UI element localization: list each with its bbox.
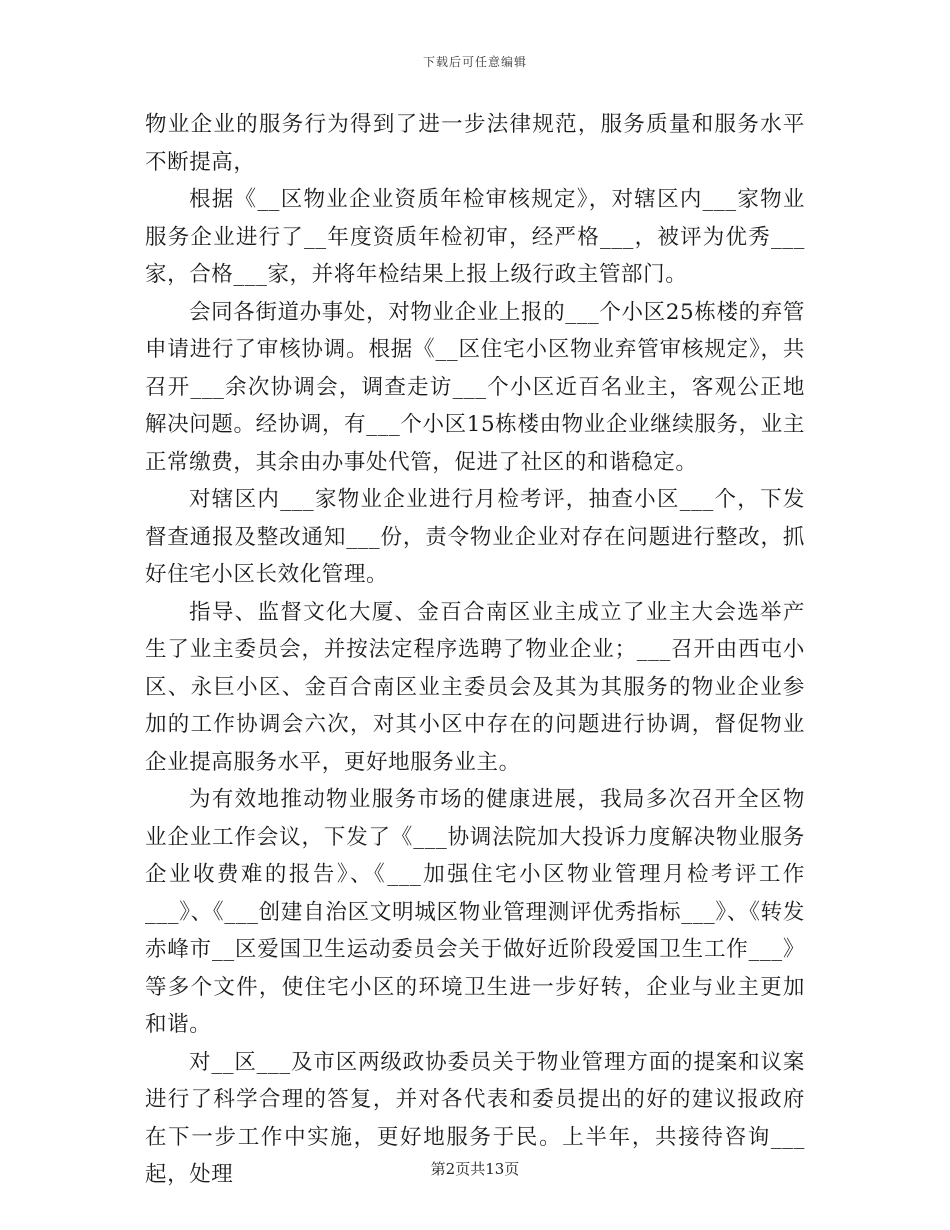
paragraph-1: 物业企业的服务行为得到了进一步法律规范，服务质量和服务水平不断提高， bbox=[145, 112, 805, 175]
paragraph-3: 会同各街道办事处，对物业企业上报的___个小区25栋楼的弃管申请进行了审核协调。根据《__区住宅小区物业弃管审核规定》，共召开___余次协调会，调查走访___个小区近百名业主，客观公正地解决问题。经协调，有___个小区15栋楼由物业企业继续服务，业主正常缴费，其余由办事处代管，促进了社区的和谐稳定。 bbox=[145, 299, 805, 475]
paragraph-7: 对__区___及市区两级政协委员关于物业管理方面的提案和议案进行了科学合理的答复，并对各代表和委员提出的好的建议报政府在下一步工作中实施，更好地服务于民。上半年，共接待咨询___起，处理 bbox=[145, 1049, 805, 1187]
page-header: 下载后可任意编辑 bbox=[422, 55, 527, 69]
paragraph-4: 对辖区内___家物业企业进行月检考评，抽查小区___个，下发督查通报及整改通知___份，责令物业企业对存在问题进行整改，抓好住宅小区长效化管理。 bbox=[145, 487, 805, 587]
paragraph-6: 为有效地推动物业服务市场的健康进展，我局多次召开全区物业企业工作会议，下发了《___协调法院加大投诉力度解决物业服务企业收费难的报告》、《___加强住宅小区物业管理月检考评工作___》、《___创建自治区文明城区物业管理测评优秀指标___》、《转发赤峰市__区爱国卫生运动委员会关于做好近阶段爱国卫生工作___》等多个文件，使住宅小区的环境卫生进一步好转，企业与业主更加和谐。 bbox=[145, 787, 805, 1037]
document-body bbox=[145, 106, 805, 1194]
paragraph-5: 指导、监督文化大厦、金百合南区业主成立了业主大会选举产生了业主委员会，并按法定程序选聘了物业企业；___召开由西屯小区、永巨小区、金百合南区业主委员会及其为其服务的物业企业参加的工作协调会六次，对其小区中存在的问题进行协调，督促物业企业提高服务水平，更好地服务业主。 bbox=[145, 599, 805, 775]
page-number: 第2页共13页 bbox=[430, 1160, 520, 1178]
paragraph-2: 根据《__区物业企业资质年检审核规定》，对辖区内___家物业服务企业进行了__年度资质年检初审，经严格___，被评为优秀___家，合格___家，并将年检结果上报上级行政主管部门。 bbox=[145, 187, 805, 287]
